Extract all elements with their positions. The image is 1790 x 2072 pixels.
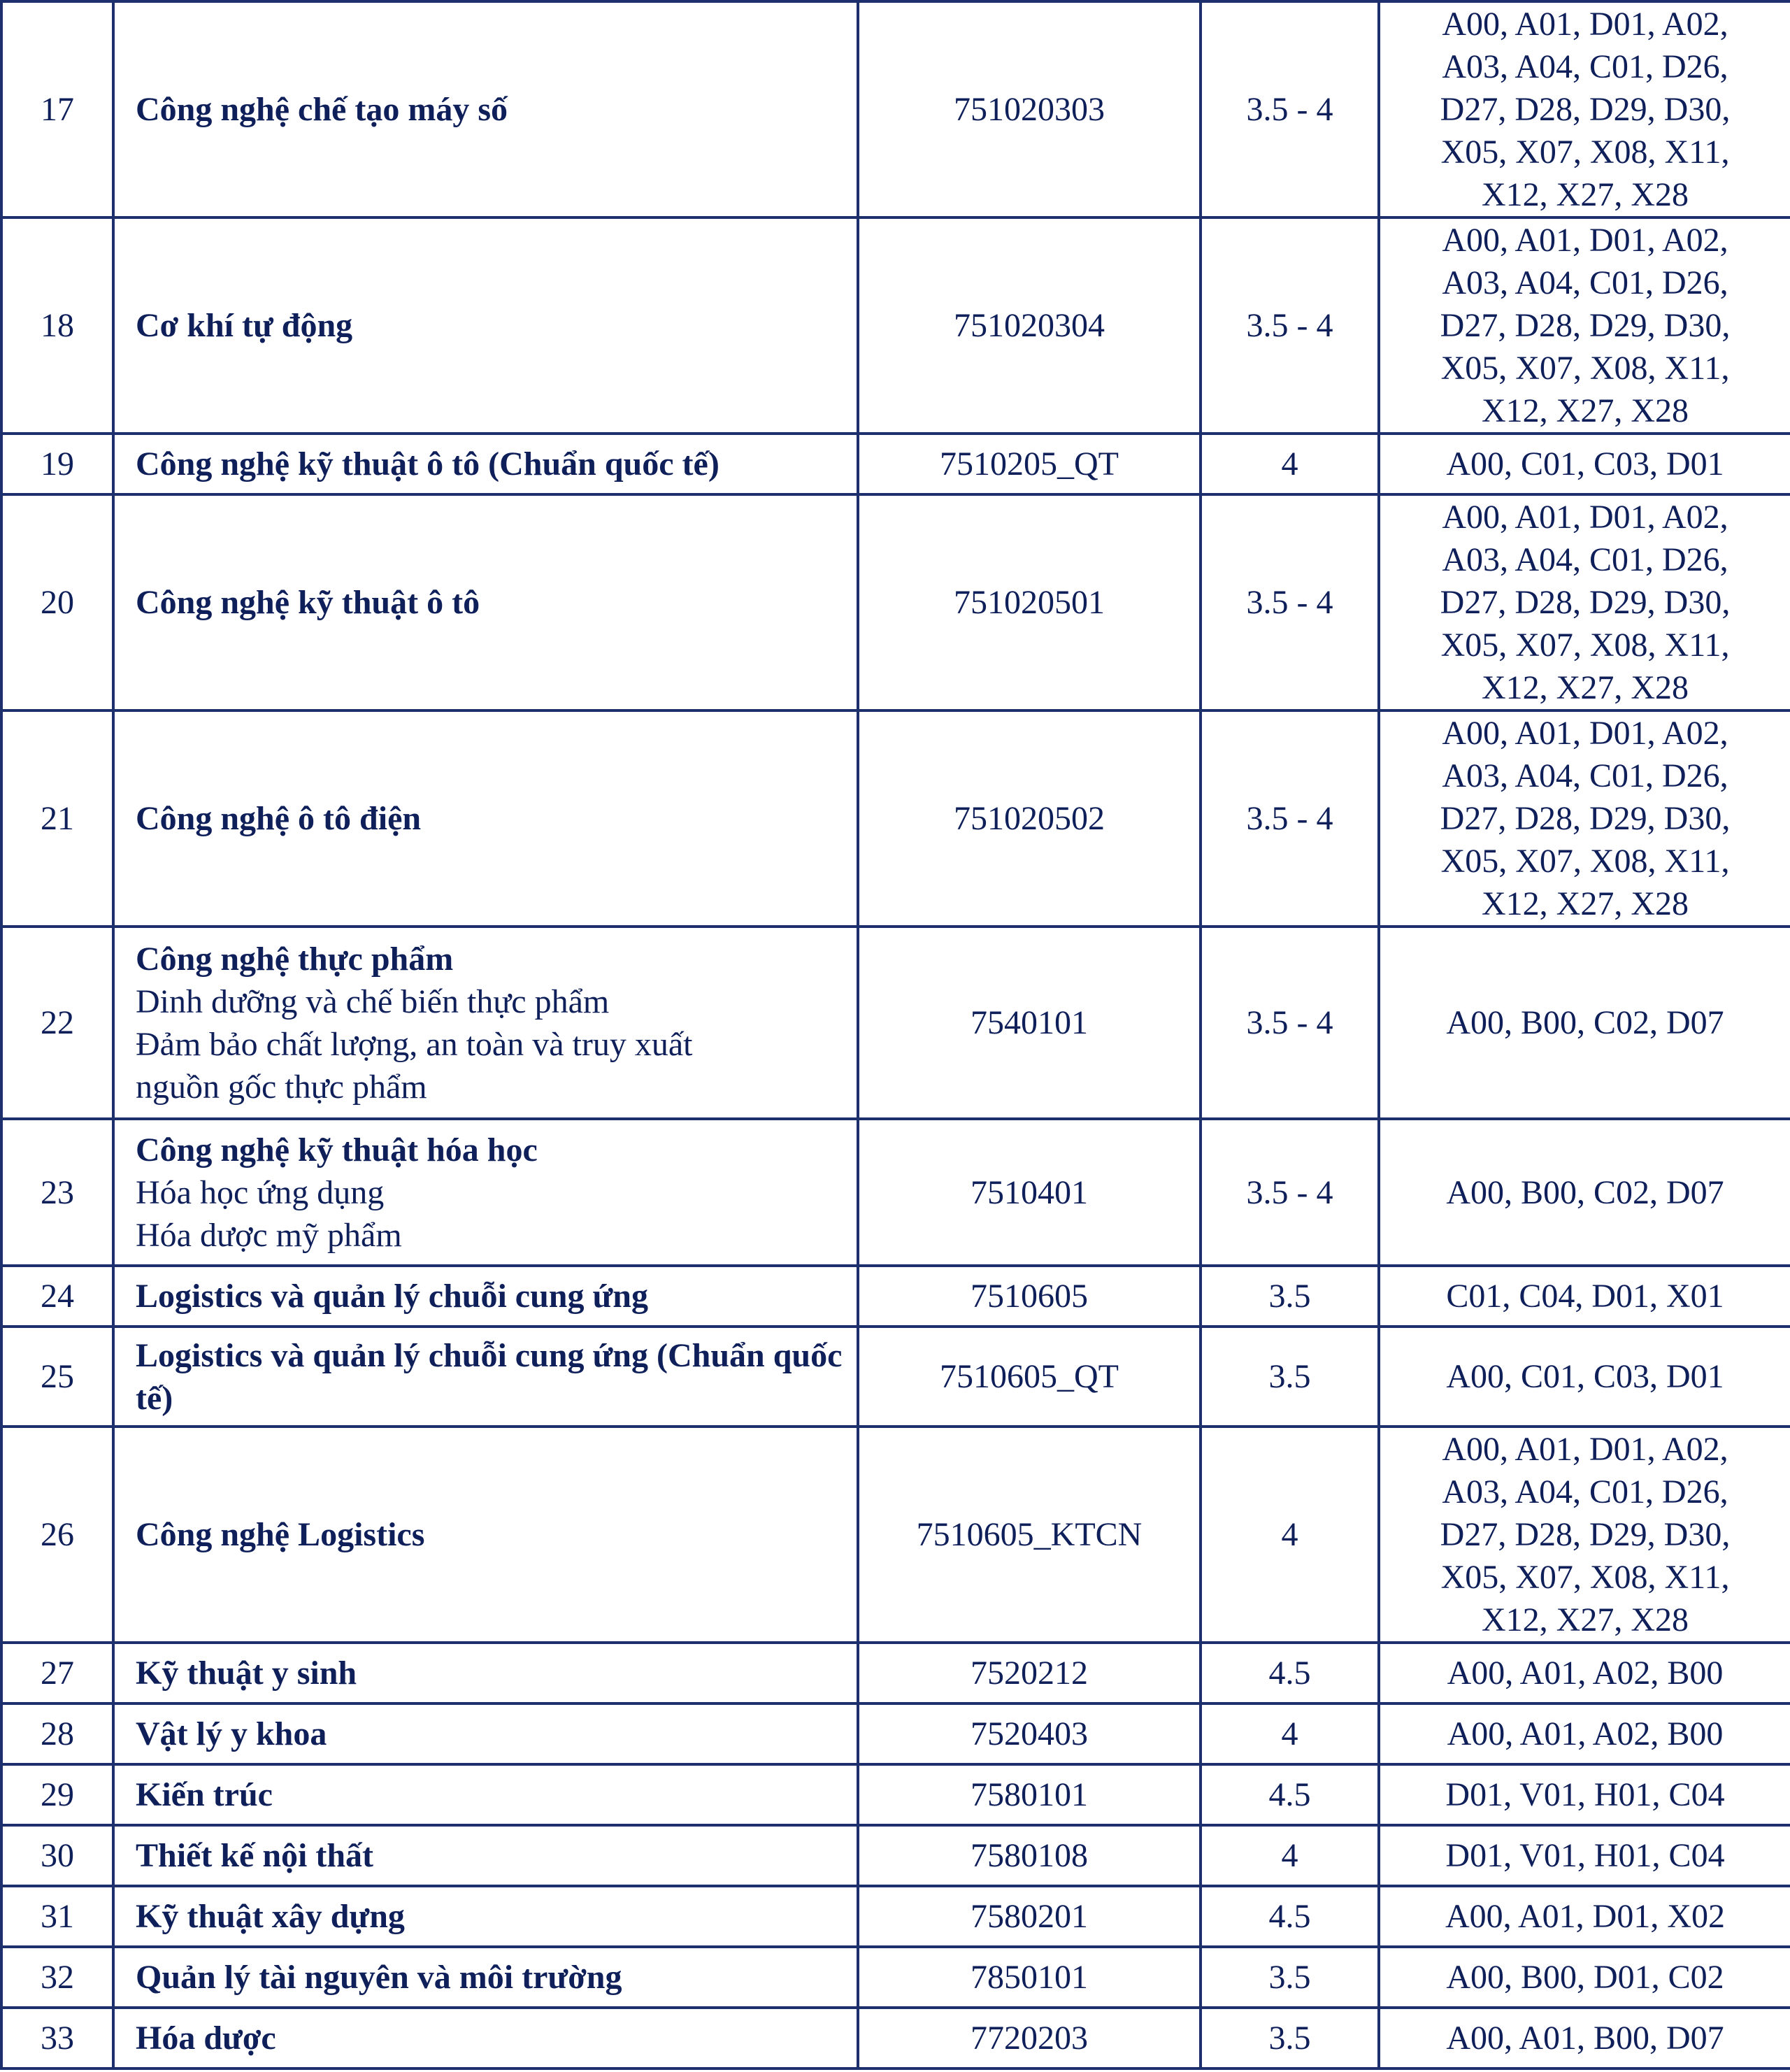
subject-combination-line: D27, D28, D29, D30, bbox=[1440, 1516, 1731, 1553]
score-cell bbox=[1201, 1703, 1379, 1764]
subject-combination-line: A03, A04, C01, D26, bbox=[1442, 757, 1728, 794]
score-cell bbox=[1201, 1764, 1379, 1825]
table-row bbox=[1, 1266, 1790, 1327]
major-code-cell bbox=[858, 494, 1201, 710]
score-cell bbox=[1201, 1, 1379, 217]
table-row bbox=[1, 1427, 1790, 1643]
major-name: Kỹ thuật y sinh bbox=[136, 1655, 357, 1692]
table-row bbox=[1, 1825, 1790, 1886]
row-number-cell bbox=[1, 1947, 113, 2008]
table-row bbox=[1, 434, 1790, 494]
score-cell bbox=[1201, 1825, 1379, 1886]
major-name-cell bbox=[113, 2008, 858, 2069]
subject-combination-line: D27, D28, D29, D30, bbox=[1440, 307, 1731, 344]
major-code: 7520403 bbox=[971, 1715, 1088, 1752]
score-cell bbox=[1201, 2008, 1379, 2069]
row-number-cell bbox=[1, 2008, 113, 2069]
row-number-cell bbox=[1, 1886, 113, 1947]
row-number-cell bbox=[1, 1427, 113, 1643]
score-cell bbox=[1201, 1947, 1379, 2008]
score-cell bbox=[1201, 1327, 1379, 1427]
subject-combination-line: A00, A01, D01, A02, bbox=[1442, 715, 1728, 752]
major-code: 7580201 bbox=[971, 1898, 1088, 1935]
major-code: 7510205_QT bbox=[940, 445, 1119, 483]
subject-combination-line: A00, A01, D01, A02, bbox=[1442, 6, 1728, 43]
subject-combination-line: A00, A01, B00, D07 bbox=[1446, 2020, 1724, 2057]
score-value: 3.5 - 4 bbox=[1246, 1004, 1333, 1041]
subject-combination-cell bbox=[1379, 1266, 1790, 1327]
table-row bbox=[1, 710, 1790, 927]
row-number-cell bbox=[1, 1119, 113, 1266]
score-value: 4 bbox=[1281, 445, 1298, 483]
row-number: 21 bbox=[41, 800, 74, 837]
major-name-cell bbox=[113, 1119, 858, 1266]
major-code-cell bbox=[858, 1764, 1201, 1825]
score-value: 3.5 - 4 bbox=[1246, 800, 1333, 837]
score-cell bbox=[1201, 1886, 1379, 1947]
subject-combination-line: X05, X07, X08, X11, bbox=[1440, 627, 1730, 664]
table-row bbox=[1, 1703, 1790, 1764]
subject-combination-cell bbox=[1379, 1, 1790, 217]
subject-combination-line: A00, A01, D01, A02, bbox=[1442, 1431, 1728, 1468]
row-number: 17 bbox=[41, 91, 74, 128]
row-number: 24 bbox=[41, 1278, 74, 1315]
score-cell bbox=[1201, 1427, 1379, 1643]
major-name: Kiến trúc bbox=[136, 1776, 273, 1813]
score-value: 4.5 bbox=[1268, 1776, 1311, 1813]
subject-combination-cell bbox=[1379, 2008, 1790, 2069]
major-code: 7510605_KTCN bbox=[916, 1516, 1143, 1553]
subject-combination-cell bbox=[1379, 1886, 1790, 1947]
subject-combination-line: A00, C01, C03, D01 bbox=[1446, 1358, 1724, 1395]
major-name: Công nghệ kỹ thuật hóa học bbox=[136, 1131, 538, 1169]
subject-combination-cell bbox=[1379, 710, 1790, 927]
specialization-line: Hóa học ứng dụng bbox=[136, 1173, 385, 1211]
subject-combination-line: X12, X27, X28 bbox=[1482, 885, 1689, 922]
score-cell bbox=[1201, 1266, 1379, 1327]
major-name-cell bbox=[113, 1327, 858, 1427]
subject-combination-line: A00, A01, A02, B00 bbox=[1447, 1715, 1724, 1752]
major-code-cell bbox=[858, 1643, 1201, 1703]
subject-combination-line: A00, A01, A02, B00 bbox=[1447, 1655, 1724, 1692]
table-row bbox=[1, 1886, 1790, 1947]
table-row bbox=[1, 217, 1790, 434]
specialization-line: nguồn gốc thực phẩm bbox=[136, 1068, 427, 1106]
row-number: 25 bbox=[41, 1358, 74, 1395]
major-name-cell bbox=[113, 1427, 858, 1643]
row-number: 32 bbox=[41, 1959, 74, 1996]
major-code: 751020304 bbox=[954, 307, 1105, 344]
subject-combination-line: A03, A04, C01, D26, bbox=[1442, 541, 1728, 578]
row-number-cell bbox=[1, 1643, 113, 1703]
major-name-cell bbox=[113, 1764, 858, 1825]
major-name: Công nghệ chế tạo máy số bbox=[136, 91, 508, 128]
major-code-cell bbox=[858, 1886, 1201, 1947]
specialization-line: Dinh dưỡng và chế biến thực phẩm bbox=[136, 983, 610, 1020]
subject-combination-cell bbox=[1379, 434, 1790, 494]
subject-combination-cell bbox=[1379, 217, 1790, 434]
score-value: 4 bbox=[1281, 1715, 1298, 1752]
table-row bbox=[1, 1327, 1790, 1427]
subject-combination-cell bbox=[1379, 1643, 1790, 1703]
score-value: 3.5 - 4 bbox=[1246, 1173, 1333, 1211]
subject-combination-line: X12, X27, X28 bbox=[1482, 392, 1689, 429]
row-number: 33 bbox=[41, 2020, 74, 2057]
row-number-cell bbox=[1, 1703, 113, 1764]
major-code-cell bbox=[858, 217, 1201, 434]
subject-combination-line: A03, A04, C01, D26, bbox=[1442, 264, 1728, 301]
major-code: 7510605_QT bbox=[940, 1358, 1119, 1395]
row-number: 30 bbox=[41, 1837, 74, 1874]
row-number: 19 bbox=[41, 445, 74, 483]
subject-combination-line: A00, A01, D01, A02, bbox=[1442, 499, 1728, 536]
major-name: Công nghệ thực phẩm bbox=[136, 940, 454, 978]
major-code: 7540101 bbox=[971, 1004, 1088, 1041]
table-row bbox=[1, 1947, 1790, 2008]
major-code-cell bbox=[858, 1327, 1201, 1427]
subject-combination-line: X12, X27, X28 bbox=[1482, 669, 1689, 706]
major-code-cell bbox=[858, 1, 1201, 217]
major-code-cell bbox=[858, 1119, 1201, 1266]
major-name-cell bbox=[113, 217, 858, 434]
score-cell bbox=[1201, 434, 1379, 494]
subject-combination-cell bbox=[1379, 1327, 1790, 1427]
subject-combination-cell bbox=[1379, 1764, 1790, 1825]
row-number-cell bbox=[1, 1825, 113, 1886]
subject-combination-line: X12, X27, X28 bbox=[1482, 176, 1689, 213]
score-cell bbox=[1201, 927, 1379, 1119]
major-code: 7580101 bbox=[971, 1776, 1088, 1813]
row-number-cell bbox=[1, 1764, 113, 1825]
major-name-cell bbox=[113, 1886, 858, 1947]
major-code: 7510605 bbox=[971, 1278, 1088, 1315]
table-row bbox=[1, 1643, 1790, 1703]
major-name: Thiết kế nội thất bbox=[136, 1837, 374, 1874]
subject-combination-line: A00, B00, C02, D07 bbox=[1446, 1004, 1724, 1041]
score-value: 3.5 bbox=[1268, 1278, 1311, 1315]
row-number: 22 bbox=[41, 1004, 74, 1041]
row-number: 28 bbox=[41, 1715, 74, 1752]
major-name-cell bbox=[113, 1947, 858, 2008]
row-number: 27 bbox=[41, 1655, 74, 1692]
row-number-cell bbox=[1, 710, 113, 927]
major-code-cell bbox=[858, 2008, 1201, 2069]
major-name: Công nghệ ô tô điện bbox=[136, 800, 422, 837]
row-number-cell bbox=[1, 434, 113, 494]
major-code: 7720203 bbox=[971, 2020, 1088, 2057]
specialization-line: Đảm bảo chất lượng, an toàn và truy xuất bbox=[136, 1025, 693, 1063]
major-name-cell bbox=[113, 494, 858, 710]
major-code: 7510401 bbox=[971, 1173, 1088, 1211]
score-cell bbox=[1201, 494, 1379, 710]
score-value: 4.5 bbox=[1268, 1655, 1311, 1692]
subject-combination-line: A00, A01, D01, X02 bbox=[1445, 1898, 1725, 1935]
table-row bbox=[1, 2008, 1790, 2069]
major-name-cell bbox=[113, 1266, 858, 1327]
row-number: 18 bbox=[41, 307, 74, 344]
score-value: 3.5 - 4 bbox=[1246, 307, 1333, 344]
major-name: Công nghệ kỹ thuật ô tô bbox=[136, 584, 480, 621]
major-name: Cơ khí tự động bbox=[136, 307, 353, 344]
row-number: 20 bbox=[41, 584, 74, 621]
major-name: Logistics và quản lý chuỗi cung ứng (Chuẩn quốc tế) bbox=[136, 1336, 843, 1417]
subject-combination-cell bbox=[1379, 1427, 1790, 1643]
score-cell bbox=[1201, 1643, 1379, 1703]
subject-combination-line: A00, B00, D01, C02 bbox=[1446, 1959, 1724, 1996]
score-value: 3.5 - 4 bbox=[1246, 584, 1333, 621]
major-code-cell bbox=[858, 927, 1201, 1119]
major-code-cell bbox=[858, 1947, 1201, 2008]
major-name: Công nghệ Logistics bbox=[136, 1516, 425, 1553]
major-name: Vật lý y khoa bbox=[136, 1715, 327, 1752]
row-number-cell bbox=[1, 217, 113, 434]
subject-combination-line: X05, X07, X08, X11, bbox=[1440, 843, 1730, 880]
major-name: Quản lý tài nguyên và môi trường bbox=[136, 1959, 622, 1996]
major-code: 751020501 bbox=[954, 584, 1105, 621]
major-name-cell bbox=[113, 927, 858, 1119]
subject-combination-line: X05, X07, X08, X11, bbox=[1440, 350, 1730, 387]
table-row bbox=[1, 1, 1790, 217]
subject-combination-line: D27, D28, D29, D30, bbox=[1440, 584, 1731, 621]
score-value: 4 bbox=[1281, 1516, 1298, 1553]
row-number-cell bbox=[1, 927, 113, 1119]
major-code-cell bbox=[858, 434, 1201, 494]
major-code: 751020502 bbox=[954, 800, 1105, 837]
major-name-cell bbox=[113, 710, 858, 927]
major-code-cell bbox=[858, 1427, 1201, 1643]
major-name-cell bbox=[113, 1, 858, 217]
score-value: 3.5 bbox=[1268, 2020, 1311, 2057]
subject-combination-line: A00, B00, C02, D07 bbox=[1446, 1173, 1724, 1211]
major-name-cell bbox=[113, 1703, 858, 1764]
major-code: 7850101 bbox=[971, 1959, 1088, 1996]
subject-combination-line: X05, X07, X08, X11, bbox=[1440, 1559, 1730, 1596]
row-number: 26 bbox=[41, 1516, 74, 1553]
row-number-cell bbox=[1, 1327, 113, 1427]
score-cell bbox=[1201, 710, 1379, 927]
row-number-cell bbox=[1, 1, 113, 217]
major-code: 7520212 bbox=[971, 1655, 1088, 1692]
table-row bbox=[1, 1764, 1790, 1825]
subject-combination-line: A00, C01, C03, D01 bbox=[1446, 445, 1724, 483]
score-cell bbox=[1201, 217, 1379, 434]
subject-combination-cell bbox=[1379, 1703, 1790, 1764]
subject-combination-line: X12, X27, X28 bbox=[1482, 1601, 1689, 1638]
subject-combination-line: D27, D28, D29, D30, bbox=[1440, 800, 1731, 837]
score-value: 3.5 - 4 bbox=[1246, 91, 1333, 128]
subject-combination-cell bbox=[1379, 1947, 1790, 2008]
major-code: 7580108 bbox=[971, 1837, 1088, 1874]
subject-combination-cell bbox=[1379, 927, 1790, 1119]
major-code-cell bbox=[858, 1703, 1201, 1764]
major-code-cell bbox=[858, 1266, 1201, 1327]
table-body bbox=[1, 1, 1790, 2069]
specialization-line: Hóa dược mỹ phẩm bbox=[136, 1216, 402, 1254]
major-code: 751020303 bbox=[954, 91, 1105, 128]
score-value: 3.5 bbox=[1268, 1959, 1311, 1996]
row-number: 31 bbox=[41, 1898, 74, 1935]
subject-combination-line: X05, X07, X08, X11, bbox=[1440, 134, 1730, 171]
subject-combination-cell bbox=[1379, 1825, 1790, 1886]
table-row bbox=[1, 927, 1790, 1119]
major-name: Công nghệ kỹ thuật ô tô (Chuẩn quốc tế) bbox=[136, 445, 719, 483]
subject-combination-line: C01, C04, D01, X01 bbox=[1446, 1278, 1724, 1315]
row-number-cell bbox=[1, 494, 113, 710]
subject-combination-line: A00, A01, D01, A02, bbox=[1442, 222, 1728, 259]
subject-combination-cell bbox=[1379, 1119, 1790, 1266]
score-value: 3.5 bbox=[1268, 1358, 1311, 1395]
row-number: 23 bbox=[41, 1173, 74, 1211]
major-name: Kỹ thuật xây dựng bbox=[136, 1898, 405, 1935]
major-code-cell bbox=[858, 1825, 1201, 1886]
subject-combination-line: D27, D28, D29, D30, bbox=[1440, 91, 1731, 128]
major-name-cell bbox=[113, 1825, 858, 1886]
score-cell bbox=[1201, 1119, 1379, 1266]
row-number-cell bbox=[1, 1266, 113, 1327]
table-row bbox=[1, 494, 1790, 710]
table-row bbox=[1, 1119, 1790, 1266]
subject-combination-line: D01, V01, H01, C04 bbox=[1445, 1776, 1725, 1813]
major-name: Hóa dược bbox=[136, 2020, 276, 2057]
subject-combination-line: D01, V01, H01, C04 bbox=[1445, 1837, 1725, 1874]
subject-combination-line: A03, A04, C01, D26, bbox=[1442, 48, 1728, 85]
row-number: 29 bbox=[41, 1776, 74, 1813]
score-value: 4 bbox=[1281, 1837, 1298, 1874]
major-name-cell bbox=[113, 434, 858, 494]
major-name: Logistics và quản lý chuỗi cung ứng bbox=[136, 1278, 648, 1315]
major-name-cell bbox=[113, 1643, 858, 1703]
subject-combination-cell bbox=[1379, 494, 1790, 710]
subject-combination-line: A03, A04, C01, D26, bbox=[1442, 1473, 1728, 1510]
major-code-cell bbox=[858, 710, 1201, 927]
score-value: 4.5 bbox=[1268, 1898, 1311, 1935]
